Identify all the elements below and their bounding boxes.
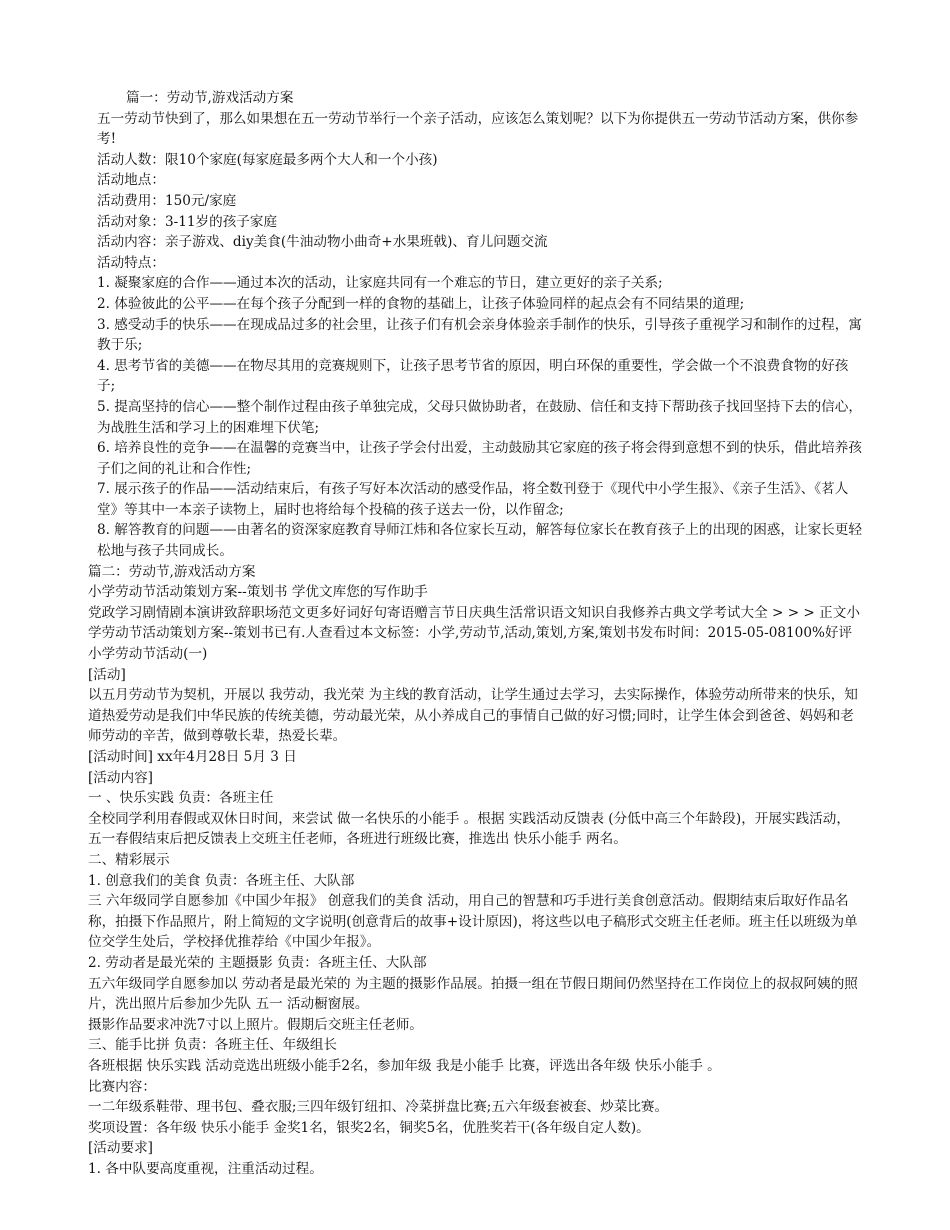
info-content: 活动内容：亲子游戏、diy美食(牛油动物小曲奇+水果班戟)、育儿问题交流 [97, 234, 548, 251]
section-label: [活动内容] [88, 769, 153, 786]
section-label: [活动] [88, 666, 126, 683]
body-paragraph: 五六年级同学自愿参加以 劳动者是最光荣的 为主题的摄影作品展。拍摄一组在节假日期间仍然坚持在工作岗位上的叔叔阿姨的照片，洗出照片后参加少先队 五一 活动橱窗展。 [88, 975, 858, 1013]
info-features-heading: 活动特点： [97, 254, 165, 271]
info-participants: 活动人数：限10个家庭(每家庭最多两个大人和一个小孩) [97, 151, 438, 168]
section-title-1: 篇一：劳动节,游戏活动方案 [126, 90, 294, 106]
body-paragraph: 比赛内容： [88, 1078, 156, 1095]
body-paragraph: 三 六年级同学自愿参加《中国少年报》 创意我们的美食 活动，用自己的智慧和巧手进行美食创意活动。假期结束后取好作品名称，拍摄下作品照片，附上简短的文字说明(创意背后的故事+设计原因)，将这些以电子稿形式交班主任老师。班主任以班级为单位交学生处后，学校择优推荐给《中国少年报》。 [88, 893, 858, 951]
list-item: 2. 劳动者是最光荣的 主题摄影 负责：各班主任、大队部 [88, 954, 427, 971]
feature-item: 1. 凝聚家庭的合作——通过本次的活动，让家庭共同有一个难忘的节日，建立更好的亲子关系; [97, 275, 663, 292]
subsection-heading: 三、能手比拼 负责：各班主任、年级组长 [88, 1037, 338, 1054]
activity-time: [活动时间] xx年4月28日 5月 3 日 [88, 749, 297, 765]
section-title-2: 篇二：劳动节,游戏活动方案 [88, 563, 256, 580]
info-location: 活动地点： [97, 172, 165, 189]
feature-item: 4. 思考节省的美德——在物尽其用的竞赛规则下，让孩子思考节省的原因，明白环保的重要性，学会做一个不浪费食物的好孩子; [97, 357, 849, 395]
section-label: [活动要求] [88, 1140, 153, 1157]
body-paragraph: 全校同学利用春假或双休日时间，来尝试 做一名快乐的小能手 。根据 实践活动反馈表 (分低中高三个年龄段)，开展实践活动，五一春假结束后把反馈表上交班主任老师，各班进行班级比赛，推选出 快乐小能手 两名。 [88, 810, 850, 848]
site-nav-text: 党政学习剧情剧本演讲致辞职场范文更多好词好句寄语赠言节日庆典生活常识语文知识自我修养古典文学考试大全 > > > 正文小学劳动节活动策划方案--策划书已有.人查看过本文标签：小学,劳动节,活动,策划,方案,策划书发布时间：2015-05-08100%好评小学劳动节活动(一) [88, 604, 860, 663]
body-paragraph: 各班根据 快乐实践 活动竞选出班级小能手2名，参加年级 我是小能手 比赛，评选出各年级 快乐小能手 。 [88, 1057, 721, 1074]
doc-heading: 小学劳动节活动策划方案--策划书 学优文库您的写作助手 [88, 584, 428, 601]
info-audience: 活动对象：3-11岁的孩子家庭 [97, 213, 278, 230]
feature-item: 8. 解答教育的问题——由著名的资深家庭教育导师江炜和各位家长互动，解答每位家长在教育孩子上的出现的困惑，让家长更轻松地与孩子共同成长。 [97, 522, 862, 560]
feature-item: 6. 培养良性的竞争——在温馨的竞赛当中，让孩子学会付出爱，主动鼓励其它家庭的孩子将会得到意想不到的快乐，借此培养孩子们之间的礼让和合作性; [97, 440, 862, 477]
intro-paragraph: 五一劳动节快到了，那么如果想在五一劳动节举行一个亲子活动，应该怎么策划呢？以下为你提供五一劳动节活动方案，供你参考! [97, 110, 859, 148]
list-item: 1. 各中队要高度重视，注重活动过程。 [88, 1160, 323, 1177]
feature-item: 7. 展示孩子的作品——活动结束后，有孩子写好本次活动的感受作品，将全数刊登于《现代中小学生报》、《亲子生活》、《茗人堂》等其中一本亲子读物上，届时也将给每个投稿的孩子送去一份，以作留念; [97, 481, 849, 518]
subsection-heading: 二、精彩展示 [88, 851, 170, 868]
list-item: 1. 创意我们的美食 负责：各班主任、大队部 [88, 872, 355, 889]
feature-item: 5. 提高坚持的信心——整个制作过程由孩子单独完成，父母只做协助者，在鼓励、信任和支持下帮助孩子找回坚持下去的信心，为战胜生活和学习上的困难埋下伏笔; [97, 398, 862, 436]
feature-item: 3. 感受动手的快乐——在现成品过多的社会里，让孩子们有机会亲身体验亲手制作的快乐，引导孩子重视学习和制作的过程，寓教于乐; [97, 316, 862, 354]
subsection-heading: 一 、快乐实践 负责：各班主任 [88, 790, 274, 807]
body-paragraph: 一二年级系鞋带、理书包、叠衣服;三四年级钉纽扣、冷菜拼盘比赛;五六年级套被套、炒菜比赛。 [88, 1099, 669, 1116]
body-paragraph: 摄影作品要求冲洗7寸以上照片。假期后交班主任老师。 [88, 1016, 423, 1033]
body-paragraph: 奖项设置：各年级 快乐小能手 金奖1名，银奖2名，铜奖5名，优胜奖若干(各年级自定人数)。 [88, 1119, 650, 1136]
feature-item: 2. 体验彼此的公平——在每个孩子分配到一样的食物的基础上，让孩子体验同样的起点会有不同结果的道理; [97, 295, 745, 312]
info-fee: 活动费用：150元/家庭 [97, 192, 237, 209]
body-paragraph: 以五月劳动节为契机，开展以 我劳动，我光荣 为主线的教育活动，让学生通过去学习，去实际操作，体验劳动所带来的快乐，知道热爱劳动是我们中华民族的传统美德，劳动最光荣，从小养成自己的事情自己做的好习惯;同时，让学生体会到爸爸、妈妈和老师劳动的辛苦，做到尊敬长辈，热爱长辈。 [88, 687, 858, 745]
